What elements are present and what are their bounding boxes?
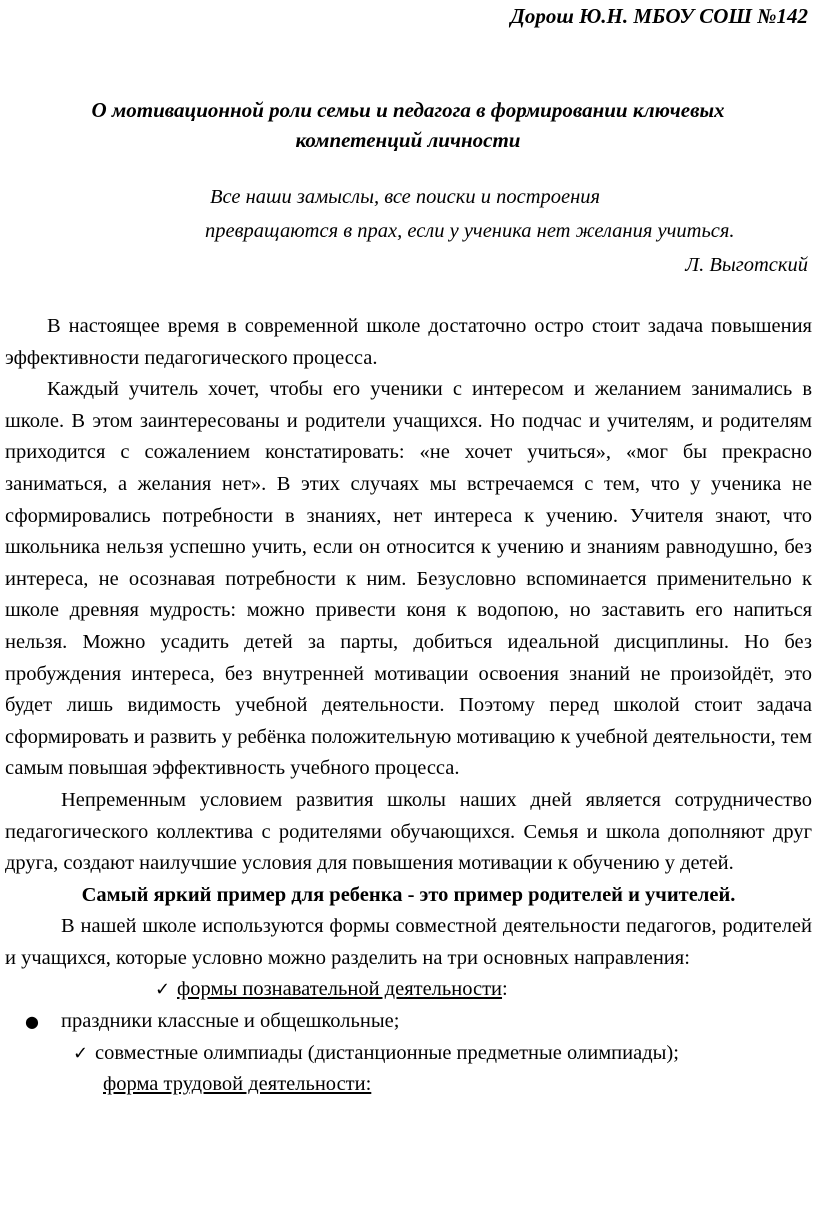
document-title [0,95,816,155]
paragraph-3: Непременным условием развития школы наших дней является сотрудничество педагогического коллектива с родителями обучающихся. Семья и школа дополняют друг друга, создают наилучшие условия для повышения мотивации к обучению у детей. [5,788,812,875]
paragraph-1: В настоящее время в современной школе достаточно остро стоит задача повышения эффективности педагогического процесса. [5,315,812,369]
list-item-check-2 [5,1038,812,1070]
paragraph-2: Каждый учитель хочет, чтобы его ученики с интересом и желанием занимались в школе. В этом заинтересованы и родители учащихся. Но подчас и учителям, и родителям приходится с сожалением констатировать: «не хочет учиться», «мог бы прекрасно заниматься, а желания нет». В этих случаях мы встречаемся с тем, что у ученика не сформировались потребности в знаниях, нет интереса к учению. Учителя знают, что школьника нельзя успешно учить, если он относится к учению и знаниям равнодушно, без интереса, не осознавая потребности к ним. Безусловно вспоминается применительно к школе древняя мудрость: можно привести коня к водопою, но заставить его напиться нельзя. Можно усадить детей за парты, добиться идеальной дисциплины. Но без пробуждения интереса, без внутренней мотивации освоения знаний не произойдёт, это будет лишь видимость учебной деятельности. Поэтому перед школой стоит задача сформировать и развить у ребёнка положительную мотивацию к учебной деятельности, тем самым повышая эффективность учебного процесса. [5,378,812,780]
epigraph-attribution: Л. Выготский [685,254,808,276]
checkmark-icon: ✓ [155,979,171,1001]
list-item-bullet-1 [5,1006,812,1038]
paragraph-5: В нашей школе используются формы совместной деятельности педагогов, родителей и учащихся, которые условно можно разделить на три основных направления: [5,915,812,969]
title-line-1: О мотивационной роли семьи и педагога в формировании ключевых [91,98,725,122]
bullet-dot-icon: ● [25,1012,39,1032]
list-item-check-1 [5,974,812,1006]
list-item-check-1-label: формы познавательной деятельности [177,978,503,1001]
epigraph-line-2: превращаются в прах, если у ученика нет желания учиться. [205,220,735,242]
document-body [5,311,812,1101]
list-item-check-2-label: совместные олимпиады (дистанционные предметные олимпиады); [95,1041,679,1064]
author-header: Дорош Ю.Н. МБОУ СОШ №142 [510,4,808,28]
epigraph-line-1: Все наши замыслы, все поиски и построения [210,186,601,208]
title-line-2: компетенций личности [295,128,521,152]
list-subheading-label: форма трудовой деятельности: [103,1073,372,1096]
list-subheading [5,1069,812,1101]
list-item-check-1-suffix: : [502,978,508,1001]
paragraph-4-emphasis: Самый яркий пример для ребенка - это пример родителей и учителей. [81,883,736,906]
checkmark-icon: ✓ [73,1042,89,1064]
list-item-bullet-1-label: праздники классные и общешкольные; [61,1010,400,1033]
